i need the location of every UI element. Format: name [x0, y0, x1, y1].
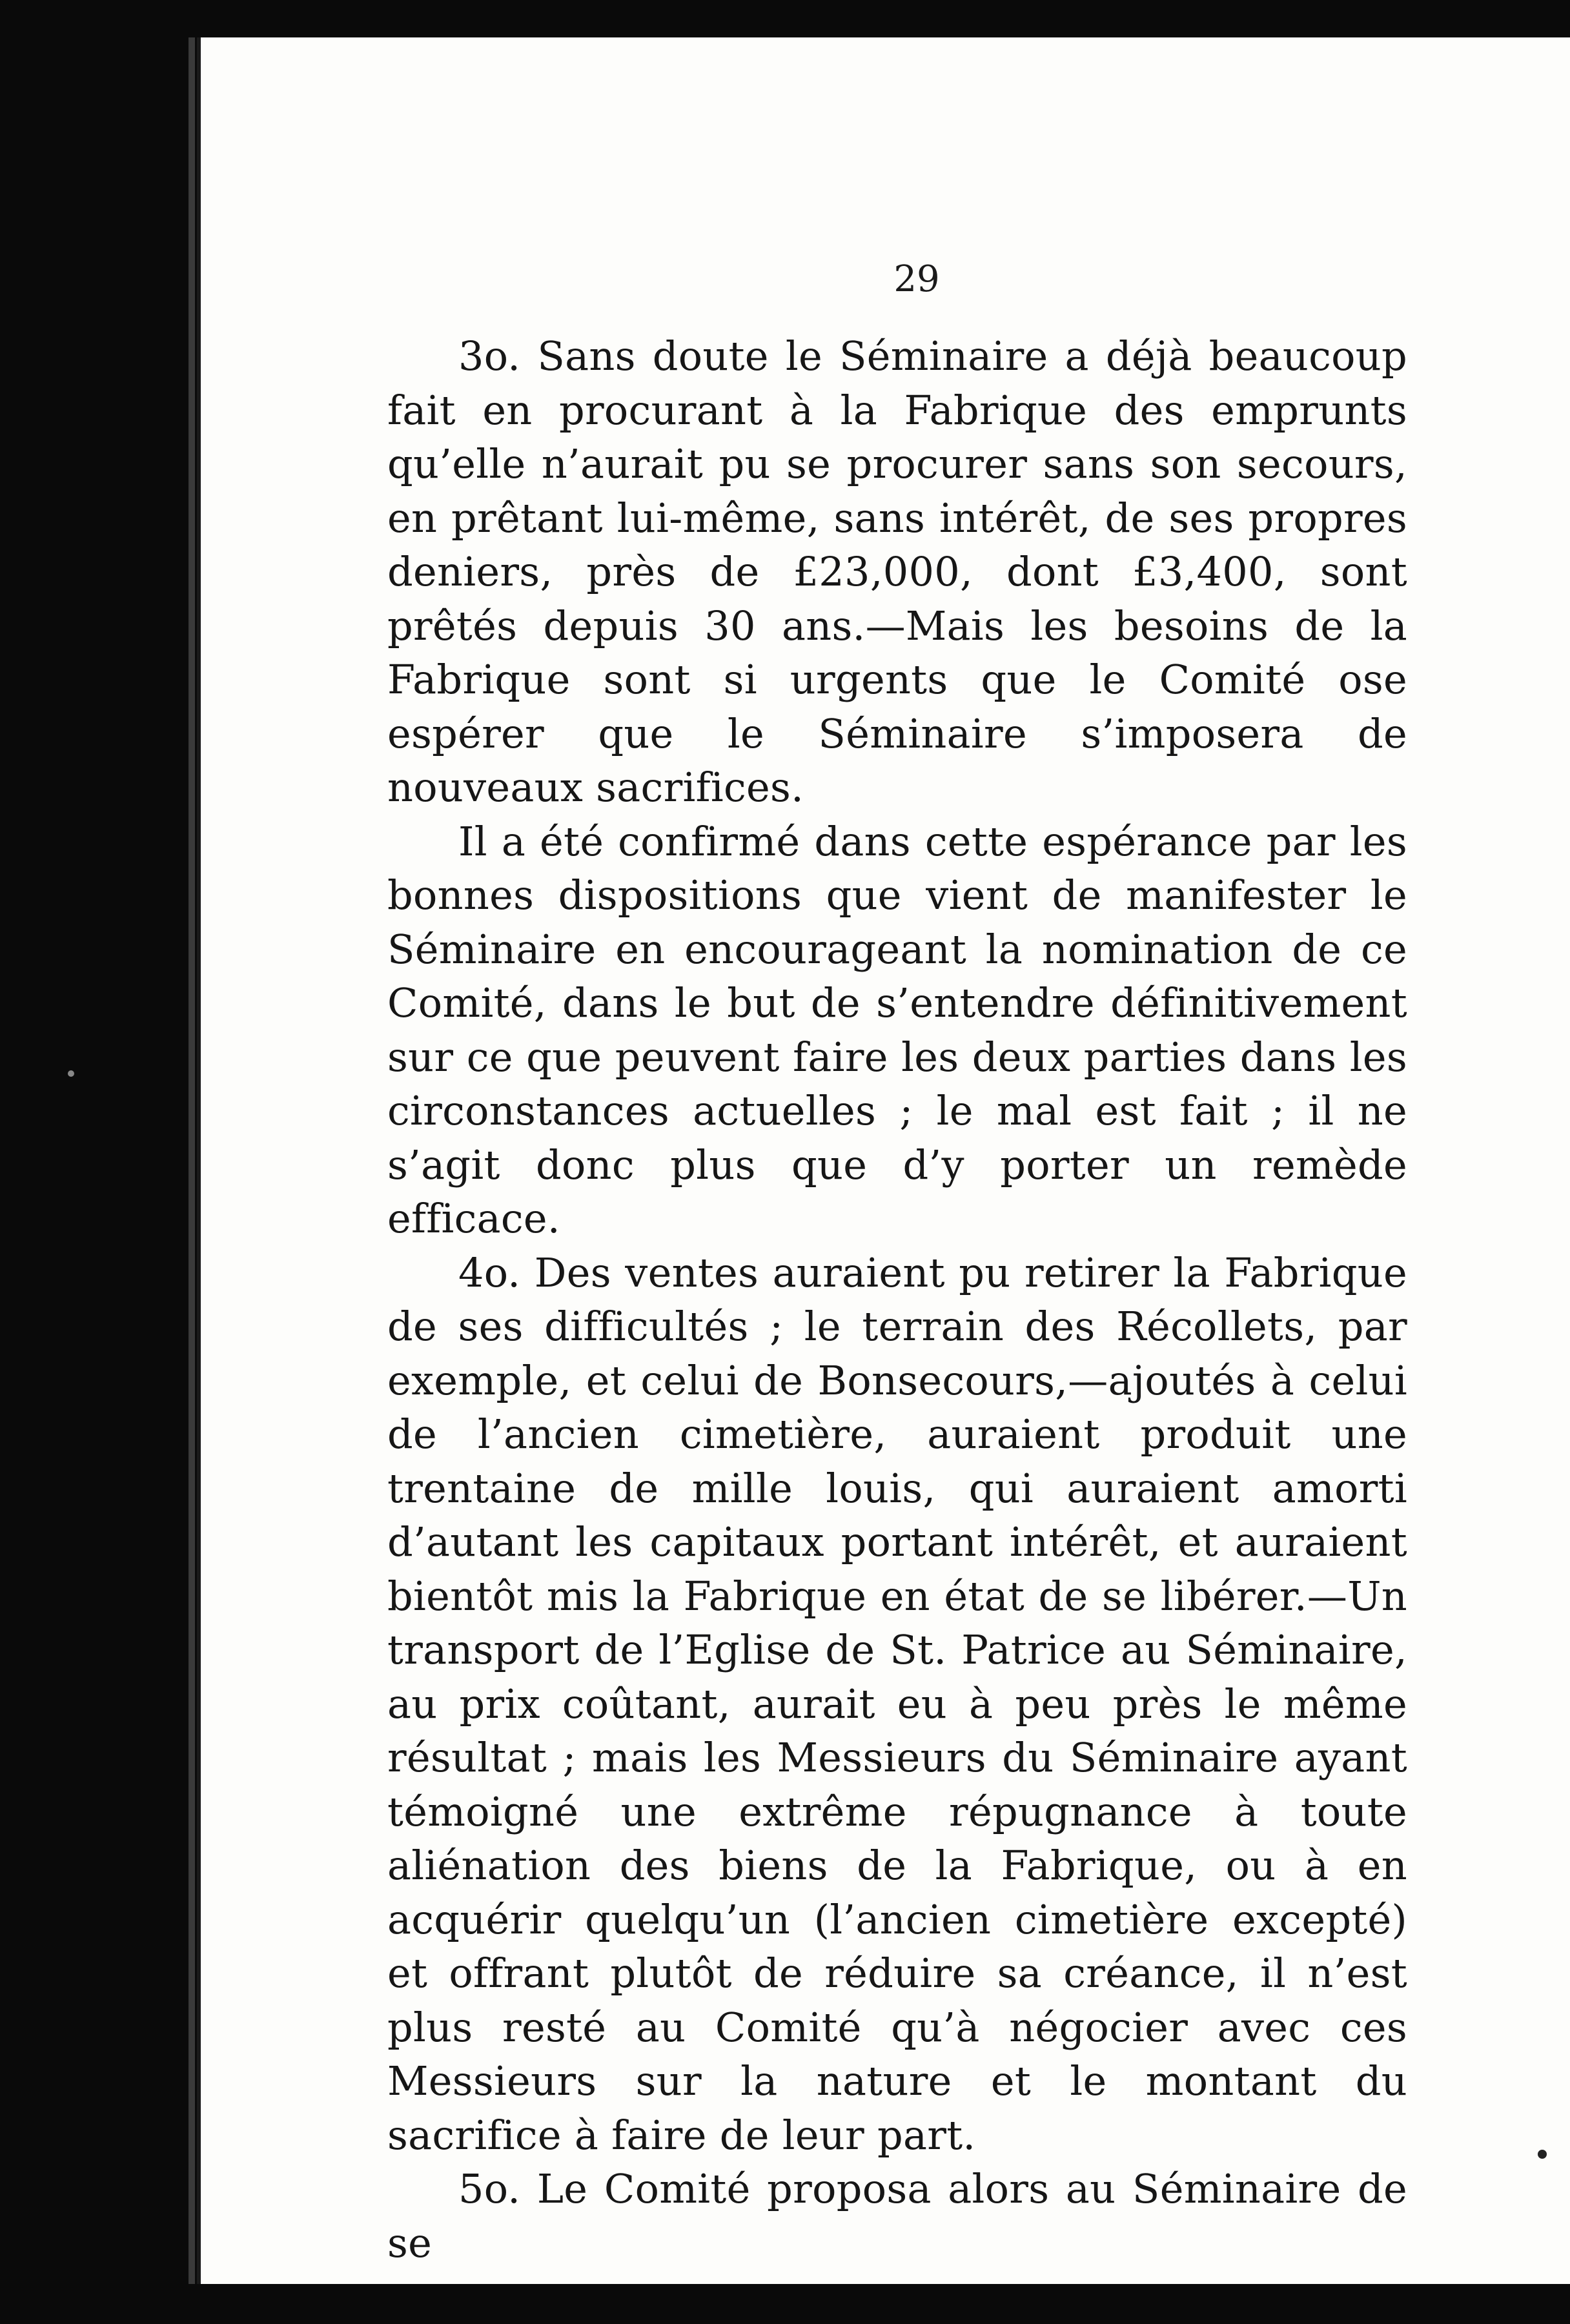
- scan-speck: [1538, 2150, 1547, 2159]
- paragraph-4o: 4o. Des ventes auraient pu retirer la Fabrique de ses difficultés ; le terrain des Récollets, par exemple, et celui de Bonsecours,—ajoutés à celui de l’ancien cimetière, auraient produit une trentaine de mille louis, qui auraient amorti d’autant les capitaux portant intérêt, et auraient bientôt mis la Fabrique en état de se libérer.—Un transport de l’Eglise de St. Patrice au Séminaire, au prix coûtant, aurait eu à peu près le même résultat ; mais les Messieurs du Séminaire ayant témoigné une extrême répugnance à toute aliénation des biens de la Fabrique, ou à en acquérir quelqu’un (l’ancien cimetière excepté) et offrant plutôt de réduire sa créance, il n’est plus resté au Comité qu’à négocier avec ces Messieurs sur la nature et le montant du sacrifice à faire de leur part.: [387, 1249, 1407, 2159]
- paragraph-espérance: Il a été confirmé dans cette espérance par les bonnes dispositions que vient de manifester le Séminaire en encourageant la nomination de ce Comité, dans le but de s’entendre définitivement sur ce que peuvent faire les deux parties dans les circonstances actuelles ; le mal est fait ; il ne s’agit donc plus que d’y porter un remède efficace.: [387, 817, 1407, 1242]
- paragraph-5o: 5o. Le Comité proposa alors au Séminaire de se: [387, 2165, 1407, 2267]
- scan-speck: [68, 1070, 74, 1077]
- page-number: 29: [893, 258, 940, 300]
- page-body-text: [387, 329, 1407, 2270]
- paragraph-3o: 3o. Sans doute le Séminaire a déjà beaucoup fait en procurant à la Fabrique des emprunts qu’elle n’aurait pu se procurer sans son secours, en prêtant lui-même, sans intérêt, de ses propres deniers, près de £23,000, dont £3,400, sont prêtés depuis 30 ans.—Mais les besoins de la Fabrique sont si urgents que le Comité ose espérer que le Séminaire s’imposera de nouveaux sacrifices.: [387, 332, 1407, 811]
- page-edge-left: [189, 37, 195, 2284]
